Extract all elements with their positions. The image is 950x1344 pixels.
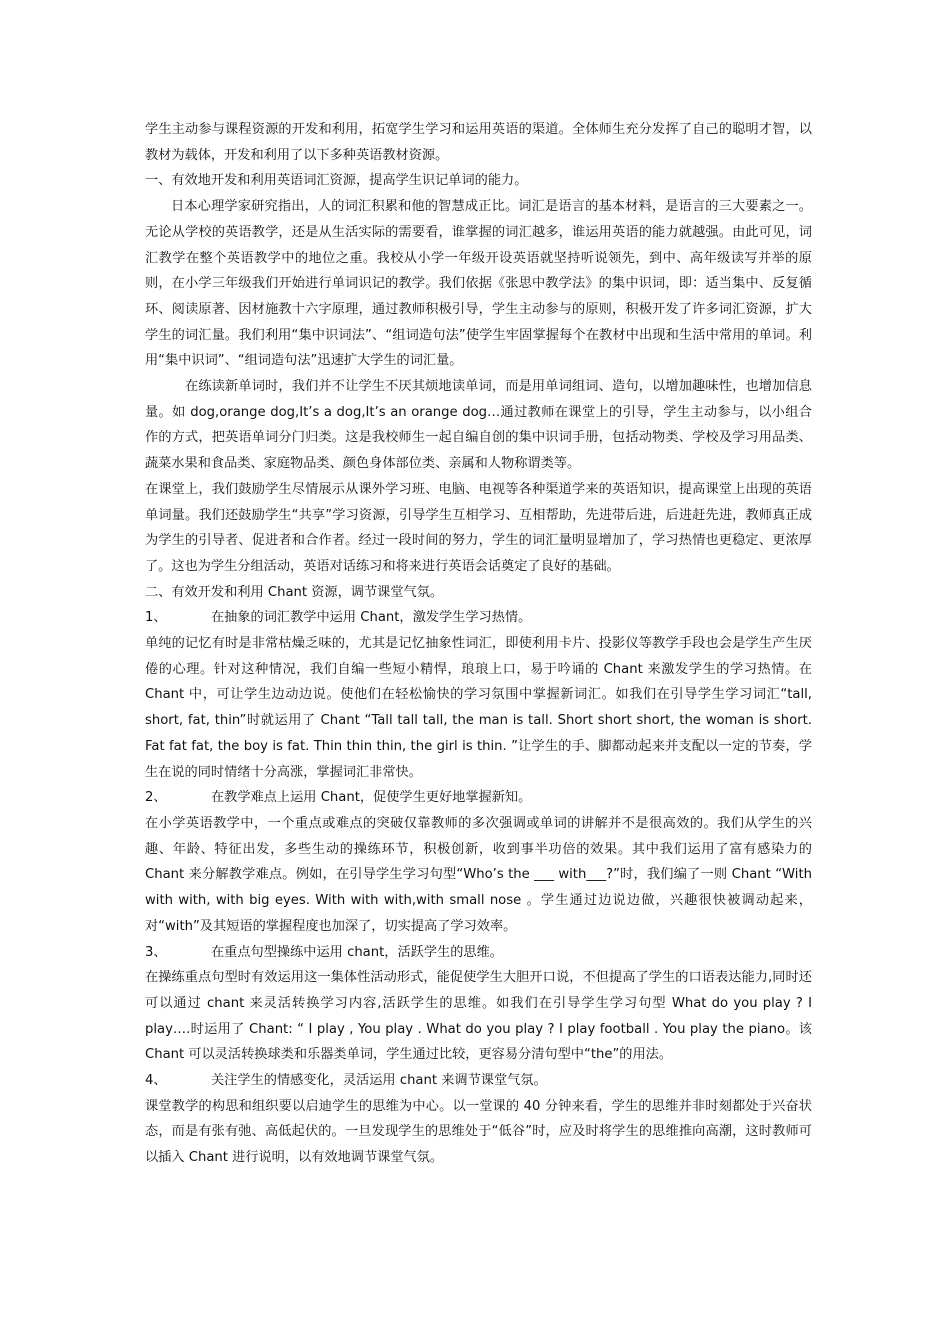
list-number: 2、 — [145, 790, 167, 806]
list-item-3 — [145, 940, 812, 966]
list-number: 1、 — [145, 610, 167, 626]
section-heading-2: 二、有效开发和利用 Chant 资源，调节课堂气氛。 — [145, 584, 444, 600]
list-text: 在抽象的词汇教学中运用 Chant，激发学生学习热情。 — [211, 610, 532, 626]
section-heading-1: 一、有效地开发和利用英语词汇资源，提高学生识记单词的能力。 — [145, 173, 528, 189]
paragraph-word-practice: 在练读新单词时，我们并不让学生不厌其烦地读单词，而是用单词组词、造句，以增加趣味性，也增加信息量。如 dog,orange dog,It’s a dog,It’s an orange dog…通过教师在课堂上的引导，学生主动参与，以小组合作的方式，把英语单词分门归类。这是我校师生一起自编自创的集中识词手册，包括动物类、学校及学习用品类、蔬菜水果和食品类、家庭物品类、颜色身体部位类、亲属和人物称谓类等。 — [145, 379, 812, 472]
paragraph-chant-pattern: 在操练重点句型时有效运用这一集体性活动形式，能促使学生大胆开口说，不但提高了学生的口语表达能力,同时还可以通过 chant 来灵活转换学习内容,活跃学生的思维。如我们在引导学生学习句型 What do you play ? I play….时运用了 Chant: “ I play , You play . What do you play ? I play football . You play the piano。该 Chant 可以灵活转换球类和乐器类单词，学生通过比较，更容易分清句型中“the”的用法。 — [145, 970, 812, 1063]
list-number: 4、 — [145, 1073, 167, 1089]
list-number: 3、 — [145, 944, 167, 960]
paragraph-classroom: 在课堂上，我们鼓励学生尽情展示从课外学习班、电脑、电视等各种渠道学来的英语知识，提高课堂上出现的英语单词量。我们还鼓励学生“共享”学习资源，引导学生互相学习、互相帮助，先进带后进，后进赶先进，教师真正成为学生的引导者、促进者和合作者。经过一段时间的努力，学生的词汇量明显增加了，学习热情也更稳定、更浓厚了。这也为学生分组活动，英语对话练习和将来进行英语会话奠定了良好的基础。 — [145, 481, 812, 574]
paragraph-chant-emotion: 课堂教学的构思和组织要以启迪学生的思维为中心。以一堂课的 40 分钟来看，学生的思维并非时刻都处于兴奋状态，而是有张有弛、高低起伏的。一旦发现学生的思维处于“低谷”时，应及时将学生的思维推向高潮，这时教师可以插入 Chant 进行说明，以有效地调节课堂气氛。 — [145, 1098, 812, 1166]
list-text: 在教学难点上运用 Chant，促使学生更好地掌握新知。 — [211, 790, 532, 806]
paragraph-chant-vocabulary: 单纯的记忆有时是非常枯燥乏味的，尤其是记忆抽象性词汇，即使利用卡片、投影仪等教学手段也会是学生产生厌倦的心理。针对这种情况，我们自编一些短小精悍，琅琅上口，易于吟诵的 Chant 来激发学生的学习热情。在 Chant 中，可让学生边动边说。使他们在轻松愉快的学习氛围中掌握新词汇。如我们在引导学生学习词汇“tall, short, fat, thin”时就运用了 Chant “Tall tall tall, the man is tall. Short short short, the woman is short. Fat fat fat, the boy is fat. Thin thin thin, the girl is thin. ”让学生的手、脚都动起来并支配以一定的节奏，学生在说的同时情绪十分高涨，掌握词汇非常快。 — [145, 636, 812, 780]
list-item-4 — [145, 1068, 812, 1094]
list-item-1 — [145, 605, 812, 631]
document-body — [145, 117, 812, 1171]
paragraph-intro: 学生主动参与课程资源的开发和利用，拓宽学生学习和运用英语的渠道。全体师生充分发挥了自己的聪明才智，以教材为载体，开发和利用了以下多种英语教材资源。 — [145, 122, 812, 163]
paragraph-vocabulary: 日本心理学家研究指出，人的词汇积累和他的智慧成正比。词汇是语言的基本材料，是语言的三大要素之一。无论从学校的英语教学，还是从生活实际的需要看，谁掌握的词汇越多，谁运用英语的能力就越强。由此可见，词汇教学在整个英语教学中的地位之重。我校从小学一年级开设英语就坚持听说领先，到中、高年级读写并举的原则，在小学三年级我们开始进行单词识记的教学。我们依据《张思中教学法》的集中识词，即：适当集中、反复循环、阅读原著、因材施教十六字原理，通过教师积极引导，学生主动参与的原则，积极开发了许多词汇资源，扩大学生的词汇量。我们利用“集中识词法”、“组词造句法”使学生牢固掌握每个在教材中出现和生活中常用的单词。利用“集中识词”、“组词造句法”迅速扩大学生的词汇量。 — [145, 199, 812, 369]
paragraph-chant-difficulty: 在小学英语教学中，一个重点或难点的突破仅靠教师的多次强调或单词的讲解并不是很高效的。我们从学生的兴趣、年龄、特征出发，多些生动的操练环节，积极创新，收到事半功倍的效果。其中我们运用了富有感染力的 Chant 来分解教学难点。例如，在引导学生学习句型“Who’s the ___ with___?”时，我们编了一则 Chant “With with with, with big eyes. With with with,with small nose 。学生通过边说边做，兴趣很快被调动起来，对“with”及其短语的掌握程度也加深了，切实提高了学习效率。 — [145, 815, 812, 934]
list-text: 关注学生的情感变化，灵活运用 chant 来调节课堂气氛。 — [211, 1073, 547, 1089]
list-text: 在重点句型操练中运用 chant，活跃学生的思维。 — [211, 944, 503, 960]
list-item-2 — [145, 785, 812, 811]
